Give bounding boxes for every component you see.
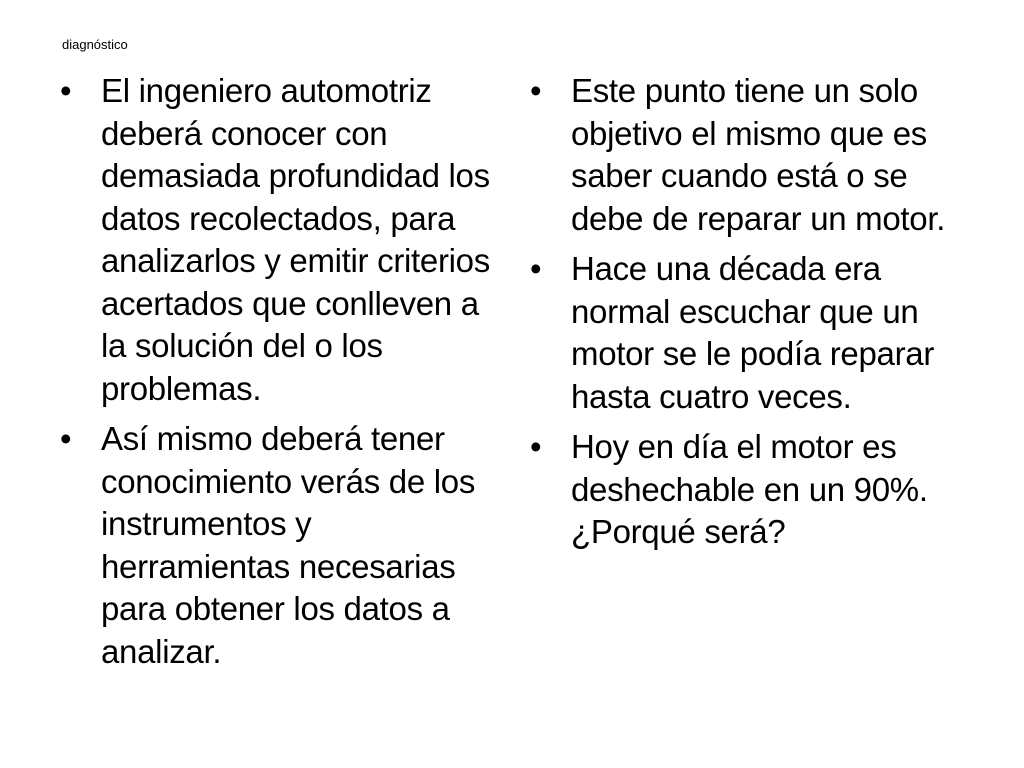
bullet-dot-icon: • [60, 72, 72, 109]
bullet-text: Así mismo deberá tener conocimiento verás de los instrumentos y herramientas necesarias para obtener los datos a analizar. [101, 420, 476, 670]
bullet-text: El ingeniero automotriz deberá conocer con demasiada profundidad los datos recolectados, para analizarlos y emitir criterios acertados que conlleven a la solución del o los problemas. [101, 72, 490, 407]
bullet-item [58, 70, 508, 410]
right-column-bullets [528, 70, 988, 562]
bullet-item [528, 70, 988, 240]
bullet-item [528, 248, 988, 418]
bullet-dot-icon: • [60, 420, 72, 457]
bullet-dot-icon: • [530, 428, 542, 465]
bullet-text: Este punto tiene un solo objetivo el mismo que es saber cuando está o se debe de reparar un motor. [571, 72, 946, 237]
bullet-text: Hace una década era normal escuchar que un motor se le podía reparar hasta cuatro veces. [571, 250, 935, 415]
left-column-bullets [58, 70, 508, 681]
bullet-item [58, 418, 508, 673]
bullet-dot-icon: • [530, 250, 542, 287]
bullet-dot-icon: • [530, 72, 542, 109]
slide-title: diagnóstico [62, 37, 128, 52]
bullet-item [528, 426, 988, 554]
bullet-text: Hoy en día el motor es deshechable en un 90%. ¿Porqué será? [571, 428, 928, 550]
